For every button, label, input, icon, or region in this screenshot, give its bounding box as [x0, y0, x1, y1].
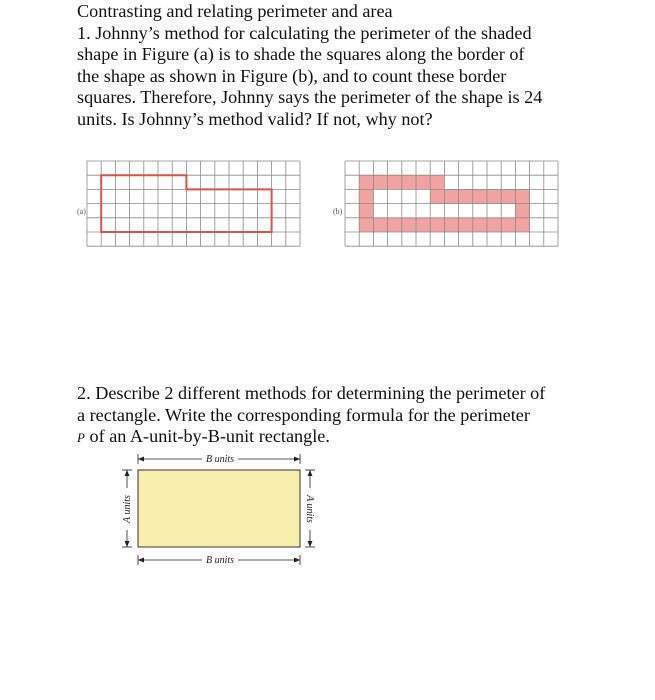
shaded-border-square [359, 218, 373, 232]
shaded-border-square [430, 218, 444, 232]
q2-line-1: 2. Describe 2 different methods for determining the perimeter of [77, 383, 546, 403]
right-arrow-up-icon [308, 470, 313, 476]
shaded-border-square [473, 218, 487, 232]
shaded-border-square [359, 175, 373, 189]
shaded-border-square [402, 175, 416, 189]
q2-line-3 [77, 426, 545, 449]
bottom-arrow-right-icon [294, 558, 300, 563]
shaded-border-square [402, 218, 416, 232]
shaded-border-square [416, 175, 430, 189]
shaded-border-square [444, 189, 458, 203]
shaded-border-square [444, 218, 458, 232]
top-dimension-label: B units [205, 454, 235, 465]
page-title: Contrasting and relating perimeter and area [77, 1, 393, 21]
left-dimension-label: A units [122, 495, 133, 523]
shaded-border-square [359, 189, 373, 203]
shaded-border-square [388, 218, 402, 232]
q2-line-3-text: of an A-unit-by-B-unit rectangle. [89, 426, 330, 446]
q1-line-5: units. Is Johnny’s method valid? If not, why not? [77, 108, 433, 129]
shaded-border-square [359, 204, 373, 218]
figure-b-label: (b) [333, 207, 343, 216]
rectangle-figure [110, 450, 330, 580]
bottom-dimension-label: B units [205, 555, 235, 566]
shaded-border-square [416, 218, 430, 232]
q1-line-2: shape in Figure (a) is to shade the squares along the border of [77, 44, 525, 64]
rectangle-shape [138, 470, 300, 547]
top-arrow-right-icon [294, 457, 300, 462]
right-arrow-down-icon [308, 541, 313, 547]
shaded-border-square [373, 218, 387, 232]
figure-a-grid [87, 161, 300, 246]
shaded-border-square [487, 218, 501, 232]
q2-line-2: a rectangle. Write the corresponding formula for the perimeter [77, 404, 530, 425]
figure-b [328, 158, 578, 268]
q1-line-3: the shape as shown in Figure (b), and to count these border [77, 65, 507, 86]
shaded-border-square [388, 175, 402, 189]
shaded-border-square [430, 175, 444, 189]
perimeter-variable: P [77, 430, 85, 445]
top-arrow-left-icon [138, 457, 144, 462]
shaded-border-square [473, 189, 487, 203]
q1-line-4: squares. Therefore, Johnny says the perimeter of the shape is 24 [77, 87, 543, 107]
shaded-border-square [459, 189, 473, 203]
shaded-border-square [515, 189, 529, 203]
shaded-border-square [373, 175, 387, 189]
figure-a-label: (a) [77, 207, 86, 216]
shaded-border-square [430, 189, 444, 203]
figure-a [70, 158, 325, 268]
left-arrow-up-icon [125, 470, 130, 476]
shaded-border-square [459, 218, 473, 232]
question-1 [77, 1, 542, 130]
shaded-border-square [515, 218, 529, 232]
left-arrow-down-icon [125, 541, 130, 547]
figure-b-grid [345, 161, 558, 246]
shaded-border-square [501, 189, 515, 203]
shaded-border-square [515, 204, 529, 218]
bottom-arrow-left-icon [138, 558, 144, 563]
q1-line-1: 1. Johnny’s method for calculating the perimeter of the shaded [77, 22, 532, 43]
shaded-border-square [487, 189, 501, 203]
right-dimension-label: A units [304, 495, 315, 523]
shaded-border-square [501, 218, 515, 232]
question-2 [77, 383, 545, 449]
